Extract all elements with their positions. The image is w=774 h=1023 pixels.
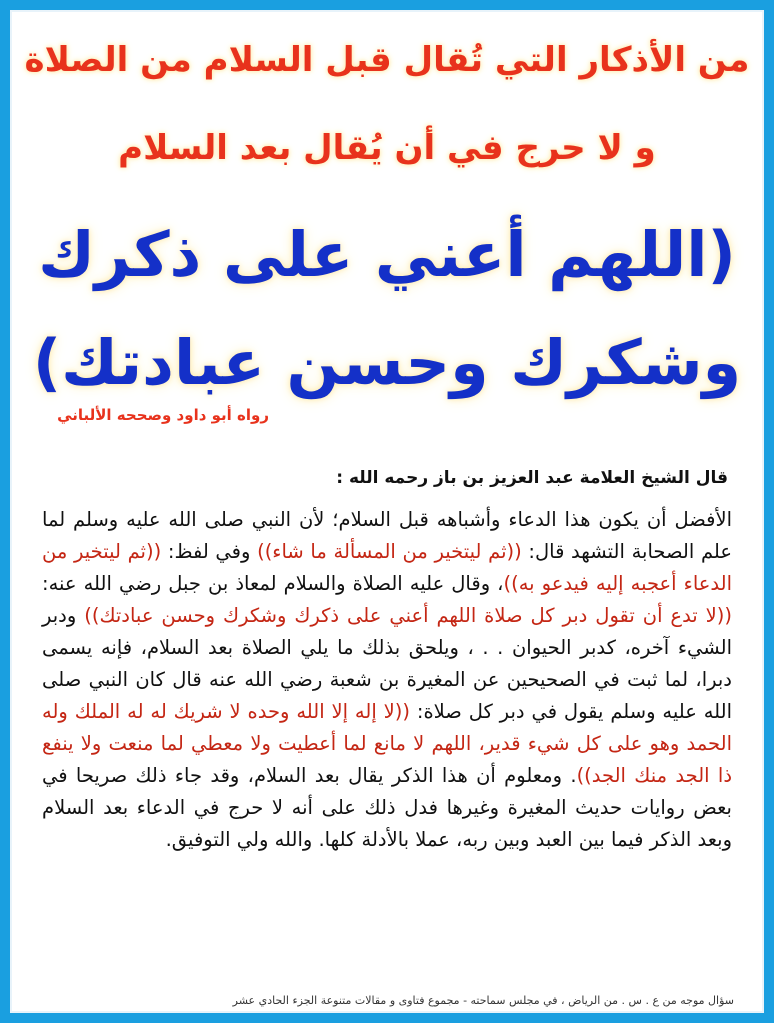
fatwa-body: [42, 504, 732, 856]
dua-line-2: وشكرك وحسن عبادتك): [32, 326, 742, 399]
narration-source: رواه أبو داود وصححه الألباني: [57, 406, 269, 424]
attribution: قال الشيخ العلامة عبد العزيز بن باز رحمه الله :: [336, 468, 728, 488]
body-text: الأفضل أن يكون هذا الدعاء وأشباهه قبل السلام؛ لأن النبي صلى الله عليه وسلم لما علم الصحابة التشهد قال:: [42, 508, 733, 563]
body-text: وفي لفظ:: [161, 540, 258, 563]
dua-line-1: (اللهم أعني على ذكرك: [38, 218, 736, 291]
title-line-2: و لا حرج في أن يُقال بعد السلام: [118, 128, 656, 168]
body-text: ، وقال عليه الصلاة والسلام لمعاذ بن جبل رضي الله عنه:: [42, 572, 504, 595]
hadith-quote: ((لا تدع أن تقول دبر كل صلاة اللهم أعني على ذكرك وشكرك وحسن عبادتك)): [84, 604, 732, 627]
hadith-quote: ((ثم ليتخير من المسألة ما شاء)): [257, 540, 522, 563]
title-line-1: من الأذكار التي تُقال قبل السلام من الصلاة: [24, 40, 750, 80]
content-card: [10, 10, 764, 1013]
hadith-quote: ((ثم ليتخير من الدعاء أعجبه إليه فيدعو به)): [42, 540, 733, 595]
body-text: ودبر الشيء آخره، كدبر الحيوان . . ، ويلحق بذلك ما يلي الصلاة بعد السلام، فإنه يسمى دبرا، لما ثبت في الصحيحين عن المغيرة بن شعبة رضي الله عنه قال كان النبي صلى الله عليه وسلم يقول في دبر كل صلاة:: [42, 604, 732, 723]
source-footnote: سؤال موجه من ع . س . من الرياض ، في مجلس سماحته - مجموع فتاوى و مقالات متنوعة الجزء الحادي عشر: [232, 994, 734, 1007]
hadith-quote: ((لا إله إلا الله وحده لا شريك له له الملك وله الحمد وهو على كل شيء قدير، اللهم لا مانع لما أعطيت ولا معطي لما منعت ولا ينفع ذا الجد منك الجد)): [42, 700, 732, 787]
body-text: . ومعلوم أن هذا الذكر يقال بعد السلام، وقد جاء ذلك صريحا في بعض روايات حديث المغيرة وغيرها فدل ذلك على أنه لا حرج في الدعاء بعد السلام وبعد الذكر فيما بين العبد وبين ربه، عملا بالأدلة كلها. والله ولي التوفيق.: [42, 764, 732, 851]
